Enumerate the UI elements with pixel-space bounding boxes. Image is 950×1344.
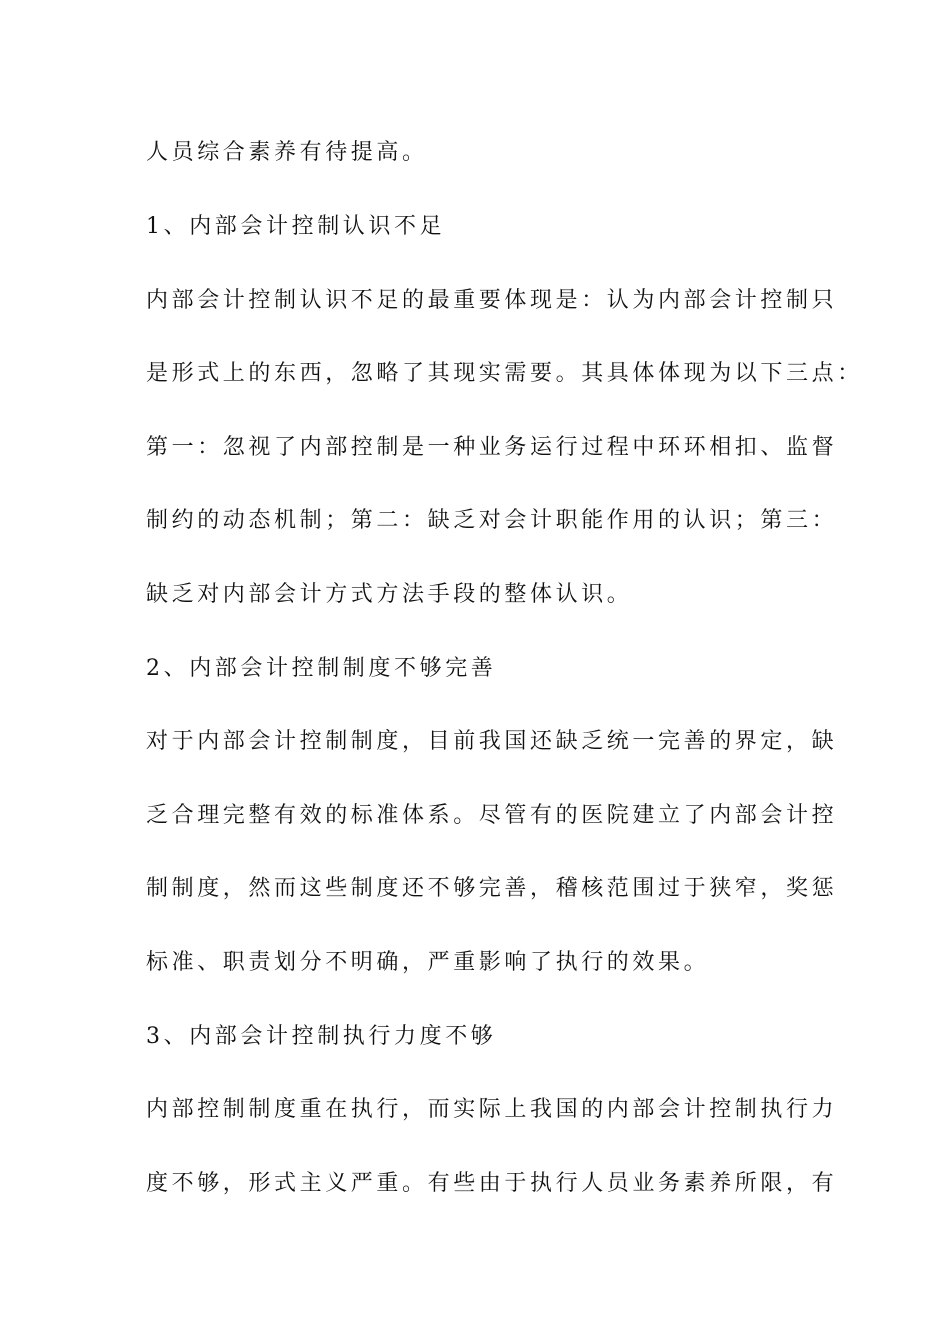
section-heading-2: 2、内部会计控制制度不够完善: [146, 656, 497, 681]
text-line: 度不够，形式主义严重。有些由于执行人员业务素养所限，有: [146, 1171, 838, 1196]
text-line: 内部会计控制认识不足的最重要体现是：认为内部会计控制只: [146, 288, 838, 313]
section-heading-3: 3、内部会计控制执行力度不够: [146, 1024, 497, 1049]
text-line: 制约的动态机制；第二：缺乏对会计职能作用的认识；第三：: [146, 508, 838, 533]
text-line: 缺乏对内部会计方式方法手段的整体认识。: [146, 582, 633, 607]
text-line: 对于内部会计控制制度，目前我国还缺乏统一完善的界定，缺: [146, 729, 838, 754]
text-line: 乏合理完整有效的标准体系。尽管有的医院建立了内部会计控: [146, 803, 838, 828]
text-line: 第一：忽视了内部控制是一种业务运行过程中环环相扣、监督: [146, 435, 838, 460]
text-line: 内部控制制度重在执行，而实际上我国的内部会计控制执行力: [146, 1097, 838, 1122]
text-line: 是形式上的东西，忽略了其现实需要。其具体体现为以下三点：: [146, 361, 863, 386]
text-line: 标准、职责划分不明确，严重影响了执行的效果。: [146, 950, 710, 975]
section-heading-1: 1、内部会计控制认识不足: [146, 214, 446, 239]
text-line: 制制度，然而这些制度还不够完善，稽核范围过于狭窄，奖惩: [146, 876, 838, 901]
text-line: 人员综合素养有待提高。: [146, 140, 428, 165]
